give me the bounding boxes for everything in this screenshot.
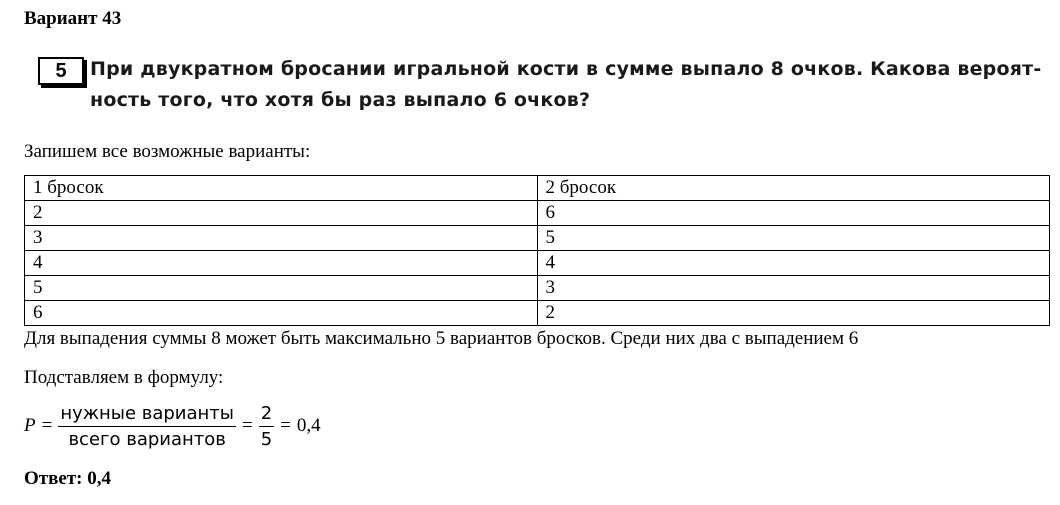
task-text bbox=[90, 54, 1048, 116]
table-cell: 4 bbox=[25, 251, 538, 276]
table-cell: 6 bbox=[25, 301, 538, 326]
summary-text: Для выпадения суммы 8 может быть максимально 5 вариантов бросков. Среди них два с выпадением 6 bbox=[24, 328, 859, 349]
formula-fraction-numbers bbox=[259, 403, 274, 450]
fraction-numerator: 2 bbox=[259, 403, 274, 427]
table-cell: 2 bbox=[25, 201, 538, 226]
table-cell: 3 bbox=[25, 226, 538, 251]
table-row bbox=[25, 201, 1050, 226]
fraction-numerator: нужные варианты bbox=[58, 403, 236, 427]
formula-result: 0,4 bbox=[296, 415, 321, 436]
formula-equals: = bbox=[280, 415, 291, 436]
task-number: 5 bbox=[38, 57, 84, 85]
fraction-denominator: всего вариантов bbox=[68, 428, 226, 450]
table-cell: 5 bbox=[537, 226, 1050, 251]
table-row bbox=[25, 226, 1050, 251]
formula-fraction-words bbox=[58, 403, 236, 450]
table-cell: 5 bbox=[25, 276, 538, 301]
table-cell: 3 bbox=[537, 276, 1050, 301]
task-block bbox=[38, 54, 1048, 116]
table-row bbox=[25, 301, 1050, 326]
task-text-line-2: ность того, что хотя бы раз выпало 6 очков? bbox=[90, 89, 591, 111]
table-cell: 6 bbox=[537, 201, 1050, 226]
table-row bbox=[25, 276, 1050, 301]
probability-formula bbox=[24, 400, 321, 452]
table-header-row bbox=[25, 176, 1050, 201]
table-cell: 2 bbox=[537, 301, 1050, 326]
substitute-text: Подставляем в формулу: bbox=[24, 367, 224, 388]
formula-equals: = bbox=[242, 415, 253, 436]
table-header-cell: 1 бросок bbox=[25, 176, 538, 201]
table-cell: 4 bbox=[537, 251, 1050, 276]
intro-text: Запишем все возможные варианты: bbox=[24, 141, 311, 162]
table-header-cell: 2 бросок bbox=[537, 176, 1050, 201]
formula-equals: = bbox=[41, 415, 53, 436]
table-row bbox=[25, 251, 1050, 276]
task-text-line-1: При двукратном бросании игральной кости в сумме выпало 8 очков. Какова вероят- bbox=[90, 58, 1042, 80]
variants-table bbox=[24, 175, 1050, 326]
variant-title: Вариант 43 bbox=[24, 8, 122, 29]
fraction-denominator: 5 bbox=[260, 428, 273, 450]
answer-text: Ответ: 0,4 bbox=[24, 468, 111, 489]
formula-variable: P bbox=[24, 415, 36, 436]
